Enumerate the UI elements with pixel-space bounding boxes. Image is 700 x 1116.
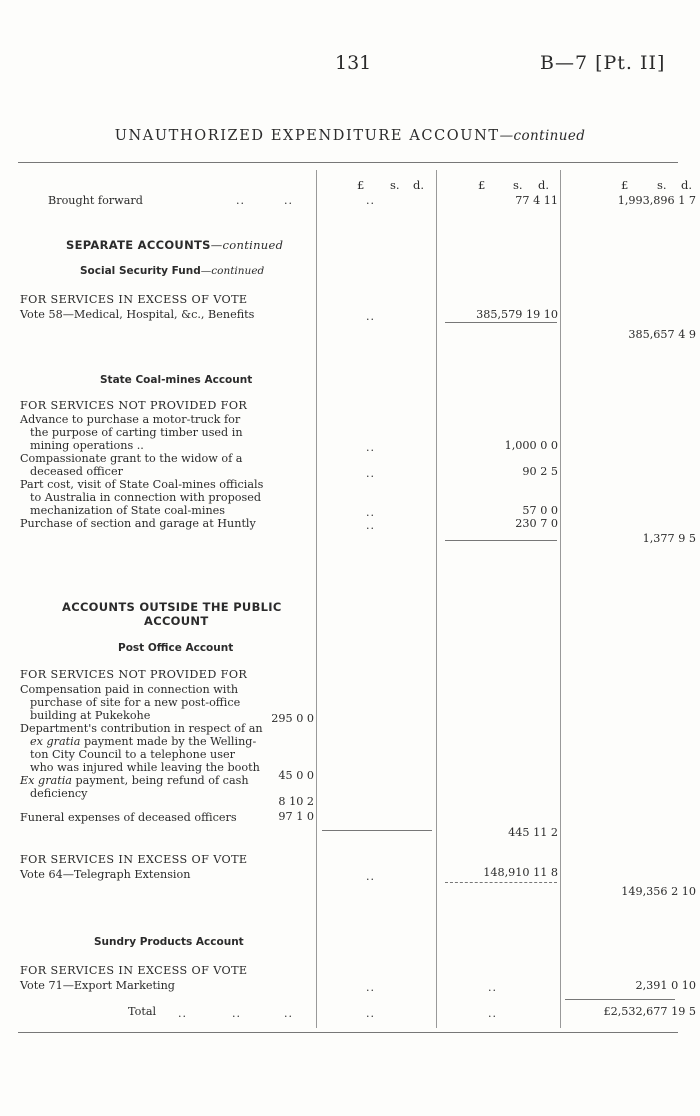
brought-forward-c3: 1,993,896 1 7: [617, 194, 696, 207]
line-item: [20, 774, 249, 787]
line-item: Part cost, visit of State Coal-mines officials: [20, 478, 264, 491]
line-item-c2: 148,910 11 8: [483, 866, 558, 879]
line-item: to Australia in connection with proposed: [30, 491, 261, 504]
brought-forward-c2: 77 4 11: [515, 194, 558, 207]
line-item-text: payment made by the Welling-: [80, 735, 257, 748]
col1-pence-header: d.: [413, 178, 425, 192]
line-item-c1: ..: [366, 310, 375, 323]
line-item: Vote 71—Export Marketing: [20, 979, 175, 992]
section-total: 385,657 4 9: [628, 328, 696, 341]
bottom-rule: [18, 1032, 678, 1033]
caps-heading: FOR SERVICES IN EXCESS OF VOTE: [20, 293, 248, 306]
caps-heading: FOR SERVICES IN EXCESS OF VOTE: [20, 853, 248, 866]
line-item: Compassionate grant to the widow of a: [20, 452, 243, 465]
caps-heading: FOR SERVICES IN EXCESS OF VOTE: [20, 964, 248, 977]
page-number: 131: [335, 52, 372, 74]
line-item-c2: 385,579 19 10: [476, 308, 558, 321]
subheading-sundry-products: Sundry Products Account: [94, 936, 244, 948]
line-item-text: payment, being refund of cash: [71, 774, 249, 787]
subheading-social-security: [80, 265, 264, 277]
line-item-c1: ..: [366, 506, 375, 519]
line-item: Compensation paid in connection with: [20, 683, 239, 696]
line-item: Department's contribution in respect of an: [20, 722, 263, 735]
line-item-c1: 97 1 0: [278, 810, 314, 823]
section-heading-suffix: —continued: [210, 238, 284, 252]
col1-pounds-header: £: [357, 178, 365, 192]
line-item: Vote 64—Telegraph Extension: [20, 868, 191, 881]
leader-dots: ..: [232, 1007, 241, 1020]
total-c1: ..: [366, 1007, 375, 1020]
col2-pence-header: d.: [538, 178, 550, 192]
subtotal-rule: [445, 322, 557, 323]
col3-shillings-header: s.: [657, 178, 667, 192]
title-suffix: —continued: [499, 128, 586, 144]
leader-dots: ..: [284, 1007, 293, 1020]
line-item-c1: 8 10 2: [278, 795, 314, 808]
italic-latin: ex gratia: [30, 735, 81, 748]
line-item: Vote 58—Medical, Hospital, &c., Benefits: [20, 308, 255, 321]
line-item-c2: ..: [488, 981, 497, 994]
section-heading-text: SEPARATE ACCOUNTS: [66, 238, 211, 252]
col2-shillings-header: s.: [513, 178, 523, 192]
line-item: Funeral expenses of deceased officers: [20, 811, 237, 824]
leader-dots: ..: [236, 194, 245, 207]
line-item: building at Pukekohe: [30, 709, 151, 722]
line-item: who was injured while leaving the booth: [30, 761, 260, 774]
subtotal-rule: [445, 540, 557, 541]
line-item-c2: 1,000 0 0: [504, 439, 558, 452]
line-item: deficiency: [30, 787, 88, 800]
line-item-c2: 230 7 0: [515, 517, 558, 530]
line-item: ton City Council to a telephone user: [30, 748, 235, 761]
line-item-c2: 90 2 5: [522, 465, 558, 478]
page-title: [0, 128, 700, 144]
col3-pence-header: d.: [681, 178, 693, 192]
total-c2: ..: [488, 1007, 497, 1020]
total-rule: [565, 999, 675, 1000]
line-item-c1: ..: [366, 870, 375, 883]
line-item-c1: 45 0 0: [278, 769, 314, 782]
grand-total: £2,532,677 19 5: [603, 1005, 696, 1018]
col2-pounds-header: £: [478, 178, 486, 192]
line-item: the purpose of carting timber used in: [30, 426, 243, 439]
line-item-c3: 2,391 0 10: [635, 979, 696, 992]
line-item: Purchase of section and garage at Huntly: [20, 517, 256, 530]
line-item-c2: 57 0 0: [522, 504, 558, 517]
line-item: deceased officer: [30, 465, 123, 478]
line-item-c1: ..: [366, 981, 375, 994]
line-item-c1: 295 0 0: [271, 712, 314, 725]
italic-latin: Ex gratia: [20, 774, 72, 787]
col3-pounds-header: £: [621, 178, 629, 192]
leader-dots: ..: [284, 194, 293, 207]
caps-heading: FOR SERVICES NOT PROVIDED FOR: [20, 399, 248, 412]
section-total: 1,377 9 5: [642, 532, 696, 545]
subtotal-c2: 445 11 2: [508, 826, 558, 839]
document-reference: B—7 [Pt. II]: [540, 52, 666, 74]
subheading-post-office: Post Office Account: [118, 642, 234, 654]
subtotal-rule: [322, 830, 432, 831]
column-divider-3: [560, 170, 561, 1028]
total-label: Total: [128, 1005, 157, 1018]
col1-shillings-header: s.: [390, 178, 400, 192]
line-item-c1: ..: [366, 467, 375, 480]
top-rule: [18, 162, 678, 163]
section-heading-outside-line2: ACCOUNT: [144, 614, 209, 628]
line-item: [30, 735, 256, 748]
line-item: purchase of site for a new post-office: [30, 696, 241, 709]
subheading-coal-mines: State Coal-mines Account: [100, 374, 253, 386]
line-item: mining operations ..: [30, 439, 144, 452]
line-item: mechanization of State coal-mines: [30, 504, 226, 517]
line-item-c1: ..: [366, 519, 375, 532]
line-item: Advance to purchase a motor-truck for: [20, 413, 241, 426]
caps-heading: FOR SERVICES NOT PROVIDED FOR: [20, 668, 248, 681]
title-main: UNAUTHORIZED EXPENDITURE ACCOUNT: [114, 128, 500, 144]
brought-forward-c1: ..: [366, 194, 375, 207]
section-heading-separate: [66, 238, 283, 252]
column-divider-2: [436, 170, 437, 1028]
column-divider-1: [316, 170, 317, 1028]
subheading-suffix: —continued: [200, 265, 265, 277]
subheading-text: Social Security Fund: [80, 265, 201, 277]
line-item-c1: ..: [366, 441, 375, 454]
section-total: 149,356 2 10: [621, 885, 696, 898]
brought-forward-label: Brought forward: [48, 194, 143, 207]
leader-dots: ..: [178, 1007, 187, 1020]
section-heading-outside: ACCOUNTS OUTSIDE THE PUBLIC: [62, 600, 282, 614]
subtotal-rule: [445, 882, 557, 883]
